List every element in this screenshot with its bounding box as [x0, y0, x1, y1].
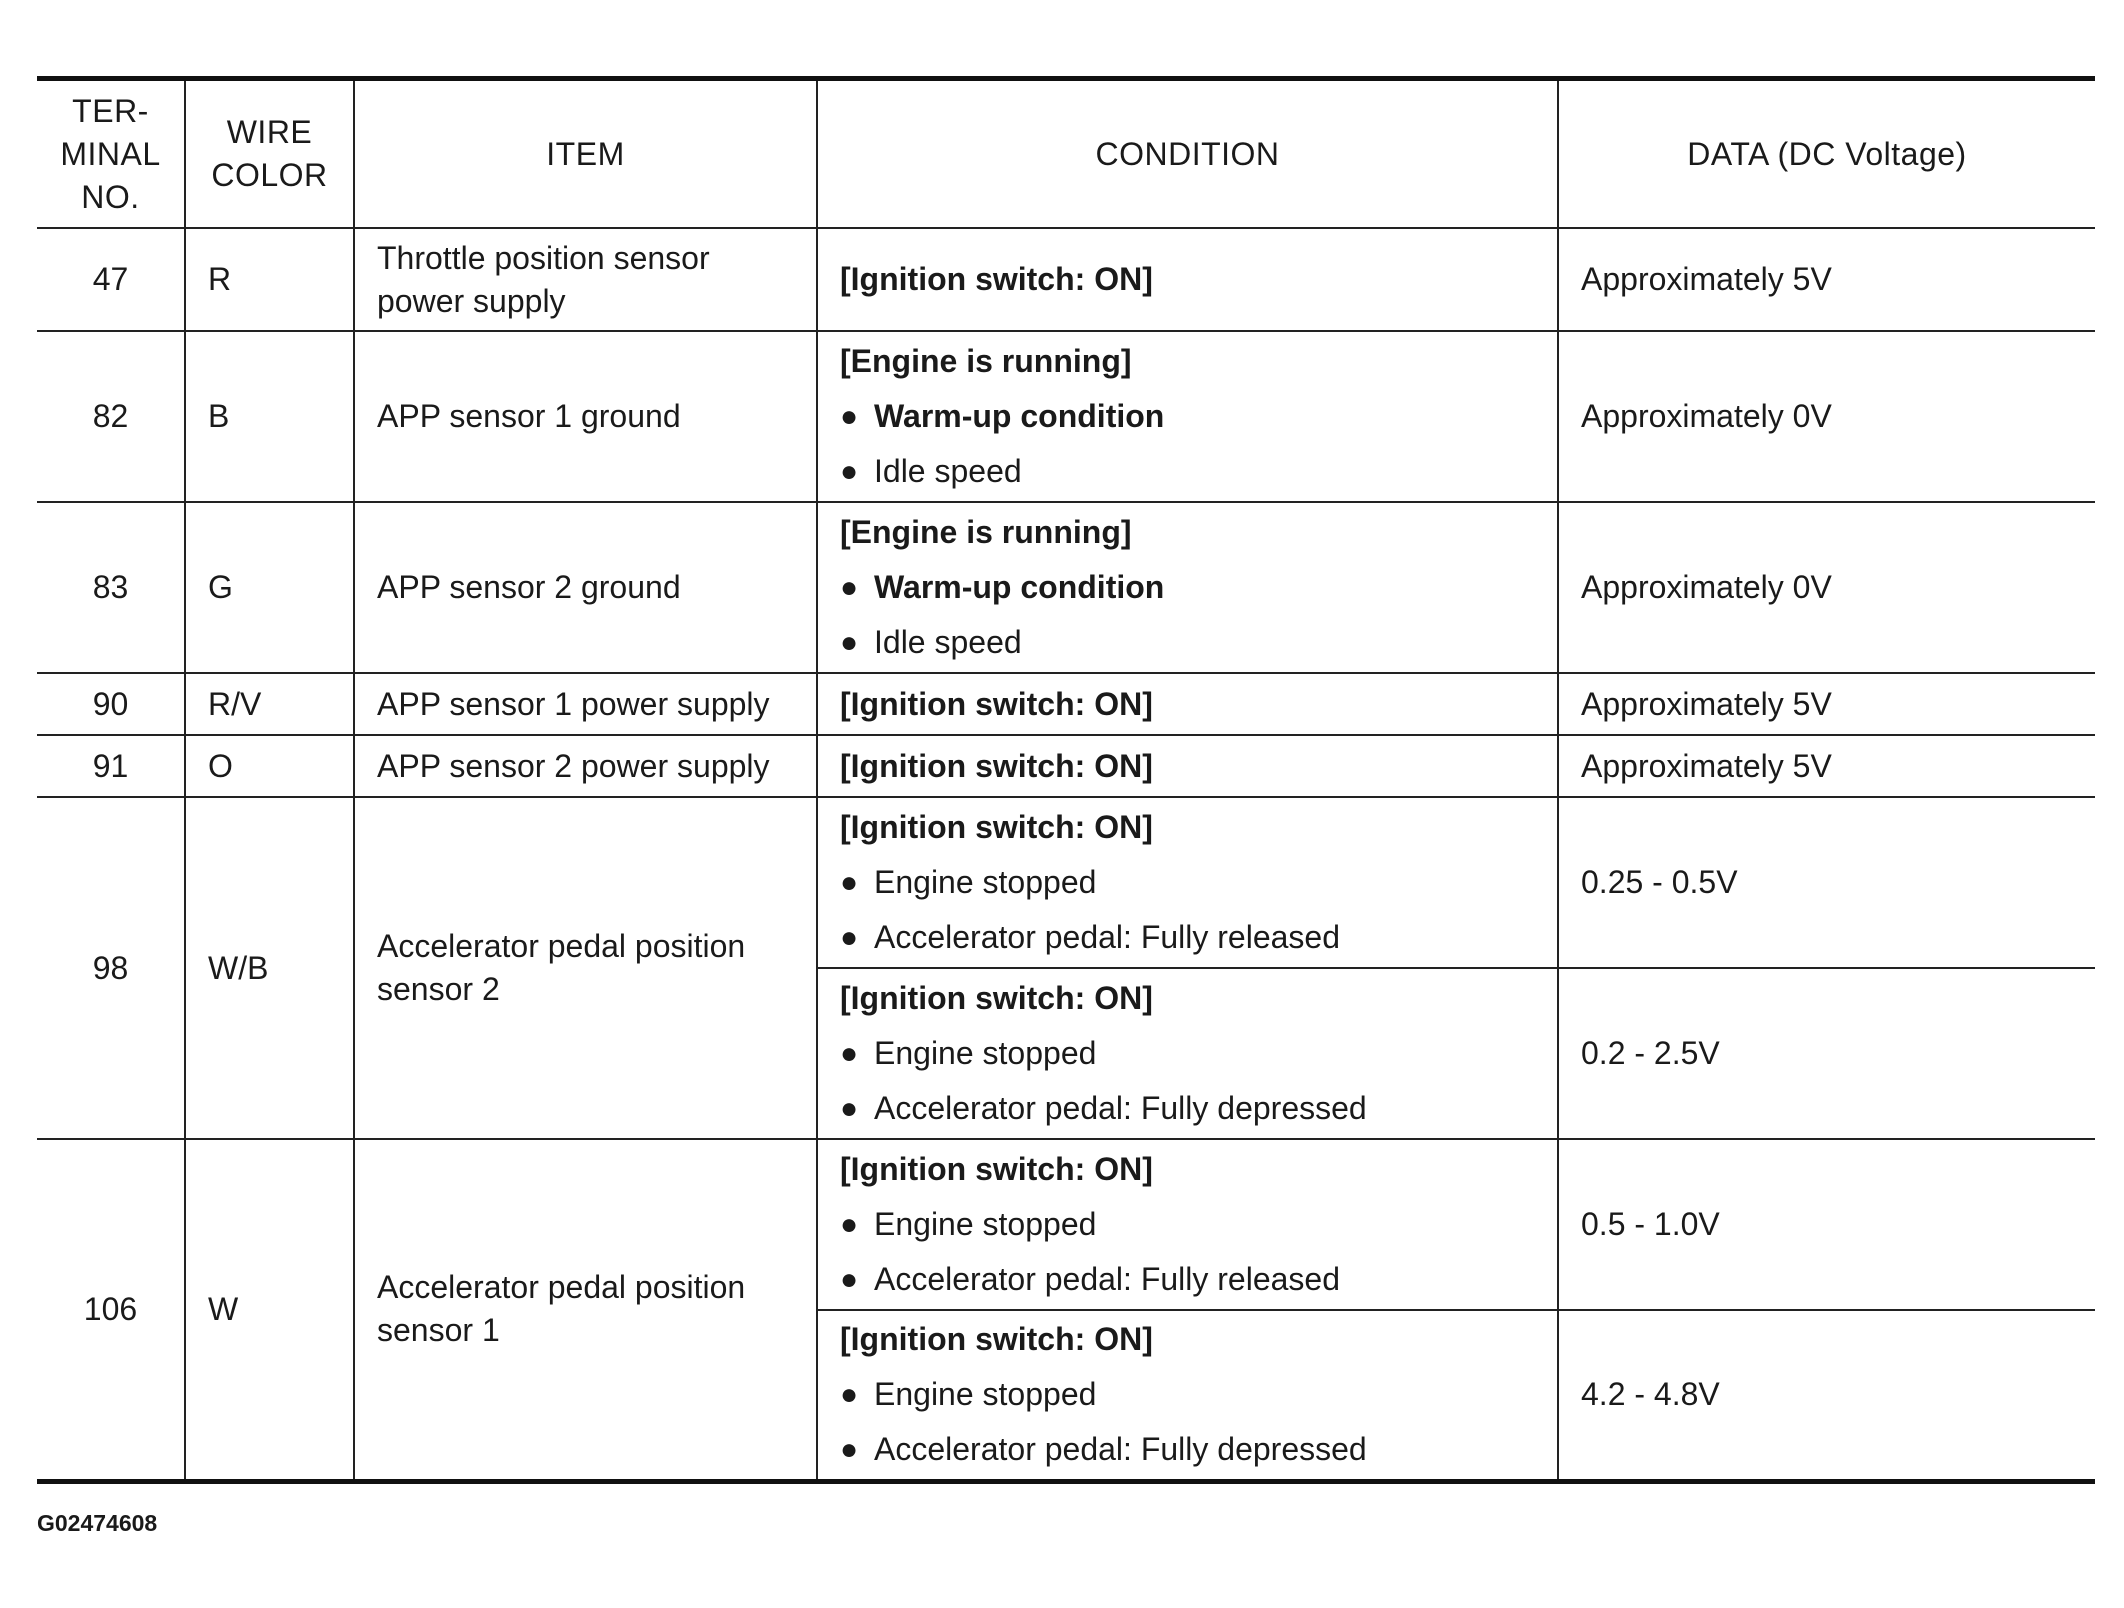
condition-bullet-text: Accelerator pedal: Fully depressed: [874, 1090, 1367, 1126]
header-item-label: ITEM: [546, 135, 625, 172]
condition-heading: [Ignition switch: ON]: [840, 980, 1153, 1016]
header-row: [37, 79, 2095, 229]
wire-color-cell-text: R/V: [208, 685, 262, 722]
dc-voltage-cell: [1558, 228, 2095, 331]
condition-cell: [817, 331, 1558, 502]
header-terminal-no: [37, 79, 185, 229]
condition-bullet-item: [840, 1367, 1557, 1422]
item-cell-text: APP sensor 1 power supply: [377, 685, 770, 722]
wire-color-cell-text: W: [208, 1290, 239, 1327]
condition-bullet-item: [840, 1081, 1557, 1136]
condition-bullet-item: [840, 855, 1557, 910]
item-cell-text: APP sensor 2 power supply: [377, 747, 770, 784]
condition-bullet-item: [840, 1252, 1557, 1307]
condition-bullet-item: [840, 389, 1557, 444]
dc-voltage-value: 4.2 - 4.8V: [1581, 1376, 1720, 1413]
table-row: [37, 673, 2095, 735]
table-row: [37, 1139, 2095, 1310]
condition-heading: [Ignition switch: ON]: [840, 809, 1153, 845]
wire-color-cell-text: B: [208, 398, 230, 434]
wire-color-cell: [185, 797, 354, 1139]
terminal-number-cell: [37, 502, 185, 673]
condition-heading: [Ignition switch: ON]: [840, 685, 1153, 722]
condition-bullet-item: [840, 444, 1557, 499]
wire-color-cell-text: O: [208, 747, 233, 784]
bullet-icon: ●: [840, 626, 859, 659]
wire-color-cell: [185, 331, 354, 502]
dc-voltage-cell: [1558, 1139, 2095, 1310]
dc-voltage-cell: [1558, 673, 2095, 735]
condition-bullet-item: [840, 1026, 1557, 1081]
condition-bullet-text: Idle speed: [874, 624, 1022, 660]
wire-color-cell: [185, 735, 354, 797]
condition-heading: [Ignition switch: ON]: [840, 1321, 1153, 1358]
condition-cell: [817, 797, 1558, 968]
terminal-number-cell: [37, 673, 185, 735]
header-wire-color: [185, 79, 354, 229]
table-row: [37, 735, 2095, 797]
terminal-number-cell: [37, 228, 185, 331]
dc-voltage-value: 0.5 - 1.0V: [1581, 1206, 1720, 1242]
item-cell-text: Accelerator pedal position sensor 1: [377, 1269, 746, 1349]
header-wire-label: WIRE COLOR: [211, 114, 328, 193]
condition-cell: [817, 968, 1558, 1139]
figure-id: G02474608: [37, 1510, 158, 1536]
item-cell: [354, 673, 817, 735]
condition-heading: [Ignition switch: ON]: [840, 261, 1153, 297]
terminal-number-cell: [37, 331, 185, 502]
header-item: [354, 79, 817, 229]
condition-cell: [817, 735, 1558, 797]
condition-bullet-text: Engine stopped: [874, 1376, 1097, 1413]
bullet-icon: ●: [840, 1092, 859, 1125]
header-data: [1558, 79, 2095, 229]
bullet-icon: ●: [840, 1433, 859, 1467]
terminal-number-cell-text: 82: [92, 398, 129, 434]
dc-voltage-value: Approximately 5V: [1581, 685, 1832, 722]
condition-cell: [817, 1139, 1558, 1310]
item-cell: [354, 1139, 817, 1481]
dc-voltage-value: Approximately 5V: [1581, 261, 1832, 297]
dc-voltage-cell: [1558, 331, 2095, 502]
terminal-data-table-container: [37, 76, 2095, 1484]
dc-voltage-cell: [1558, 968, 2095, 1139]
condition-bullet-text: Engine stopped: [874, 1206, 1097, 1242]
dc-voltage-cell: [1558, 1310, 2095, 1481]
bullet-icon: ●: [840, 400, 859, 433]
condition-bullet-text: Warm-up condition: [874, 398, 1165, 434]
terminal-number-cell-text: 90: [92, 685, 129, 722]
header-data-label: DATA (DC Voltage): [1687, 135, 1967, 172]
wire-color-cell: [185, 502, 354, 673]
table-row: [37, 331, 2095, 502]
bullet-icon: ●: [840, 1037, 859, 1070]
terminal-data-table: [37, 76, 2095, 1484]
condition-cell: [817, 1310, 1558, 1481]
header-terminal-label: TER- MINAL NO.: [60, 92, 161, 215]
table-body: [37, 228, 2095, 1481]
table-row: [37, 502, 2095, 673]
condition-bullet-text: Engine stopped: [874, 864, 1097, 900]
wire-color-cell-text: W/B: [208, 949, 269, 986]
wire-color-cell-text: R: [208, 261, 232, 297]
item-cell-text: Throttle position sensor power supply: [377, 239, 710, 319]
terminal-number-cell-text: 83: [92, 569, 129, 605]
item-cell: [354, 502, 817, 673]
dc-voltage-value: 0.2 - 2.5V: [1581, 1035, 1720, 1071]
dc-voltage-value: Approximately 5V: [1581, 747, 1832, 784]
wire-color-cell-text: G: [208, 569, 233, 605]
condition-bullet-text: Engine stopped: [874, 1035, 1097, 1071]
bullet-icon: ●: [840, 455, 859, 488]
item-cell-text: APP sensor 1 ground: [377, 398, 681, 434]
condition-heading: [Engine is running]: [840, 514, 1132, 550]
table-row: [37, 228, 2095, 331]
condition-heading: [Ignition switch: ON]: [840, 747, 1153, 784]
condition-bullet-item: [840, 1197, 1557, 1252]
dc-voltage-value: 0.25 - 0.5V: [1581, 864, 1738, 900]
wire-color-cell: [185, 673, 354, 735]
bullet-icon: ●: [840, 866, 859, 899]
header-condition: [817, 79, 1558, 229]
dc-voltage-value: Approximately 0V: [1581, 398, 1832, 434]
dc-voltage-value: Approximately 0V: [1581, 569, 1832, 605]
item-cell-text: APP sensor 2 ground: [377, 569, 681, 605]
condition-cell: [817, 228, 1558, 331]
bullet-icon: ●: [840, 1208, 859, 1241]
dc-voltage-cell: [1558, 502, 2095, 673]
table-row: [37, 797, 2095, 968]
header-condition-label: CONDITION: [1095, 135, 1280, 172]
terminal-number-cell-text: 47: [92, 261, 129, 297]
item-cell: [354, 331, 817, 502]
item-cell: [354, 797, 817, 1139]
condition-heading: [Engine is running]: [840, 343, 1132, 379]
terminal-number-cell-text: 98: [92, 949, 129, 986]
dc-voltage-cell: [1558, 797, 2095, 968]
bullet-icon: ●: [840, 1378, 859, 1412]
condition-bullet-item: [840, 615, 1557, 670]
condition-bullet-text: Accelerator pedal: Fully released: [874, 919, 1341, 955]
condition-bullet-text: Accelerator pedal: Fully released: [874, 1261, 1341, 1297]
condition-cell: [817, 673, 1558, 735]
condition-cell: [817, 502, 1558, 673]
terminal-number-cell: [37, 797, 185, 1139]
condition-heading: [Ignition switch: ON]: [840, 1151, 1153, 1187]
terminal-number-cell: [37, 735, 185, 797]
dc-voltage-cell: [1558, 735, 2095, 797]
wire-color-cell: [185, 228, 354, 331]
wire-color-cell: [185, 1139, 354, 1481]
terminal-number-cell-text: 106: [83, 1290, 138, 1327]
condition-bullet-item: [840, 560, 1557, 615]
bullet-icon: ●: [840, 571, 859, 604]
terminal-number-cell: [37, 1139, 185, 1481]
bullet-icon: ●: [840, 921, 859, 954]
item-cell: [354, 735, 817, 797]
condition-bullet-text: Warm-up condition: [874, 569, 1165, 605]
condition-bullet-text: Idle speed: [874, 453, 1022, 489]
terminal-number-cell-text: 91: [92, 747, 129, 784]
item-cell-text: Accelerator pedal position sensor 2: [377, 928, 746, 1007]
condition-bullet-item: [840, 910, 1557, 965]
condition-bullet-item: [840, 1422, 1557, 1477]
bullet-icon: ●: [840, 1263, 859, 1296]
item-cell: [354, 228, 817, 331]
condition-bullet-text: Accelerator pedal: Fully depressed: [874, 1431, 1367, 1468]
